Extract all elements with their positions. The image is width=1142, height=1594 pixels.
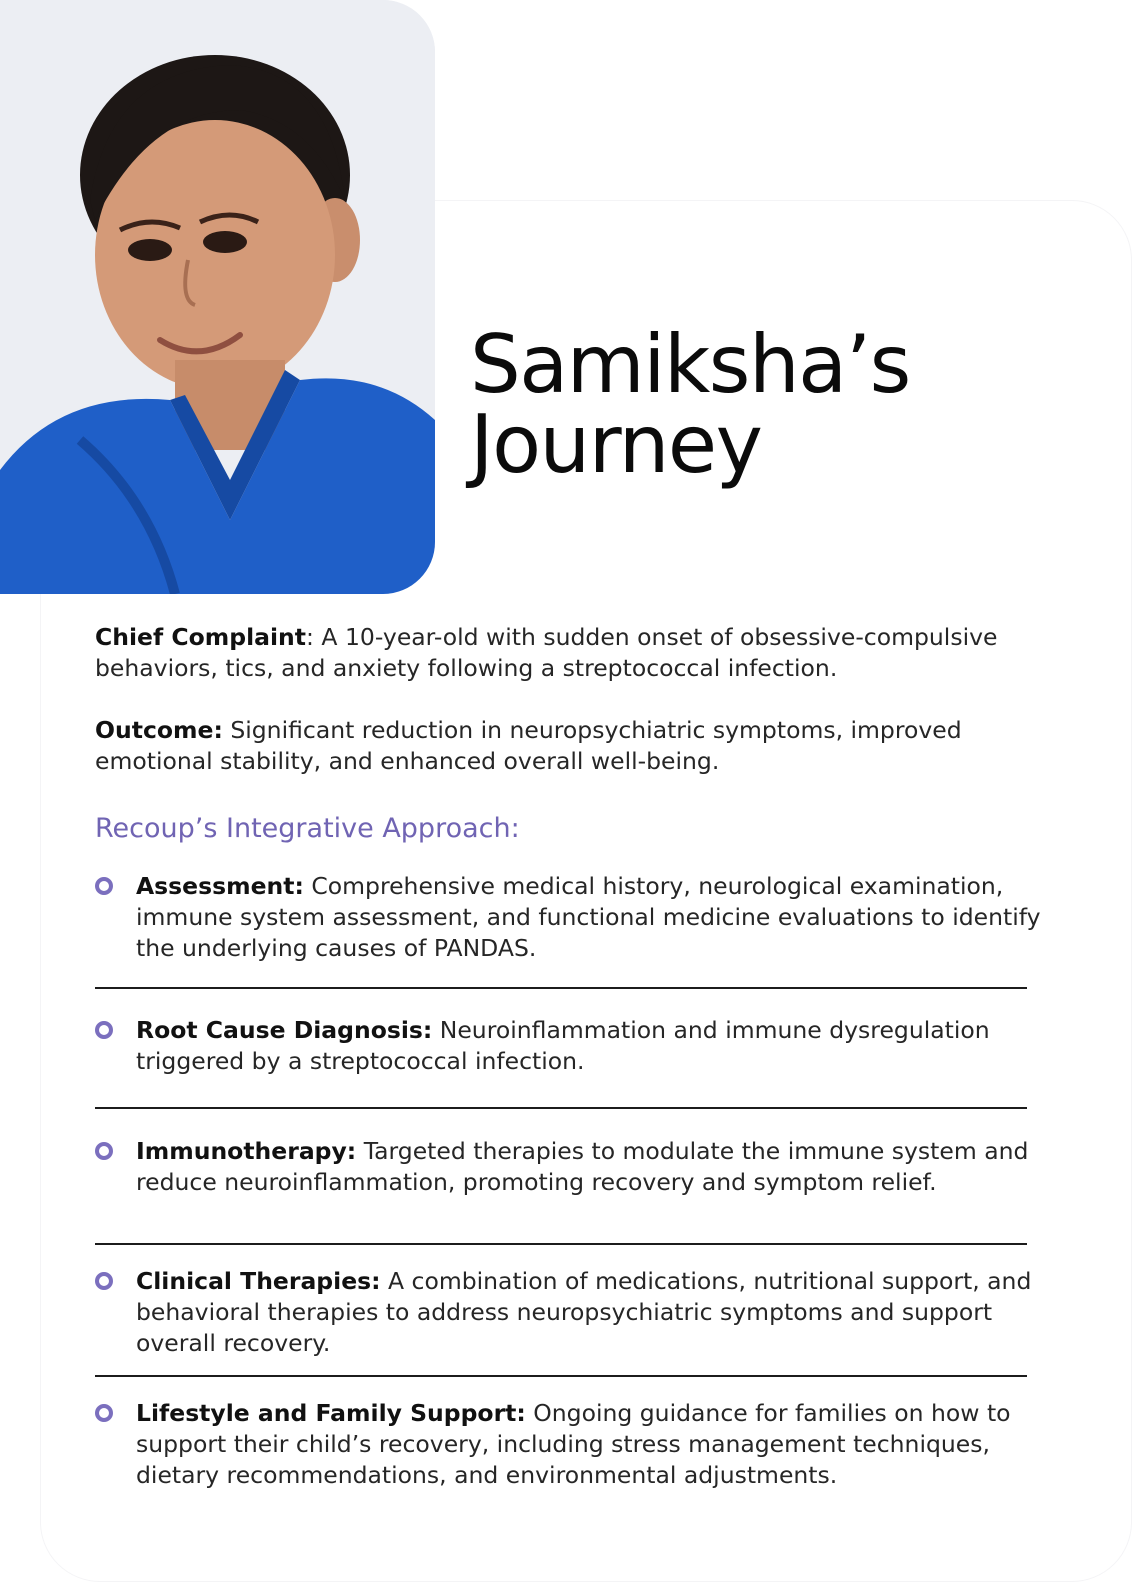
divider bbox=[95, 1243, 1027, 1245]
chief-complaint-text: : A 10-year-old with sudden onset of obsessive-compulsive behaviors, tics, and anxiety following a streptococcal infection. bbox=[95, 623, 998, 682]
circle-bullet-icon bbox=[95, 1142, 113, 1160]
approach-item-text bbox=[136, 1398, 1066, 1491]
approach-item-body: A combination of medications, nutritional support, and behavioral therapies to address neuropsychiatric symptoms and support overall recovery. bbox=[136, 1267, 1032, 1357]
page-title bbox=[470, 318, 910, 491]
title-line-1: Samiksha’s bbox=[470, 318, 910, 411]
approach-item-body: Neuroinflammation and immune dysregulation triggered by a streptococcal infection. bbox=[136, 1016, 990, 1075]
approach-item-label: Lifestyle and Family Support: bbox=[136, 1399, 526, 1427]
outcome bbox=[95, 715, 1085, 777]
divider bbox=[95, 1107, 1027, 1109]
approach-item-text bbox=[136, 1136, 1066, 1198]
title-line-2: Journey bbox=[470, 398, 762, 491]
approach-item-label: Immunotherapy: bbox=[136, 1137, 357, 1165]
approach-item-text bbox=[136, 1266, 1066, 1359]
approach-item-body: Ongoing guidance for families on how to support their child’s recovery, including stress management techniques, dietary recommendations, and environmental adjustments. bbox=[136, 1399, 1011, 1489]
circle-bullet-icon bbox=[95, 1404, 113, 1422]
approach-item-label: Root Cause Diagnosis: bbox=[136, 1016, 433, 1044]
patient-photo bbox=[0, 0, 435, 594]
divider bbox=[95, 1375, 1027, 1377]
outcome-label: Outcome: bbox=[95, 716, 223, 744]
chief-complaint-label: Chief Complaint bbox=[95, 623, 307, 651]
approach-heading: Recoup’s Integrative Approach: bbox=[95, 813, 520, 844]
approach-item-body: Comprehensive medical history, neurological examination, immune system assessment, and functional medicine evaluations to identify the underlying causes of PANDAS. bbox=[136, 872, 1041, 962]
approach-item-text bbox=[136, 1015, 1066, 1077]
circle-bullet-icon bbox=[95, 1272, 113, 1290]
circle-bullet-icon bbox=[95, 877, 113, 895]
chief-complaint bbox=[95, 622, 1085, 684]
approach-item-body: Targeted therapies to modulate the immune system and reduce neuroinflammation, promoting recovery and symptom relief. bbox=[136, 1137, 1029, 1196]
outcome-text: Significant reduction in neuropsychiatric symptoms, improved emotional stability, and enhanced overall well-being. bbox=[95, 716, 962, 775]
circle-bullet-icon bbox=[95, 1021, 113, 1039]
approach-item-text bbox=[136, 871, 1066, 964]
approach-item-label: Clinical Therapies: bbox=[136, 1267, 381, 1295]
approach-item-label: Assessment: bbox=[136, 872, 304, 900]
patient-photo-illustration bbox=[0, 0, 435, 594]
divider bbox=[95, 987, 1027, 989]
